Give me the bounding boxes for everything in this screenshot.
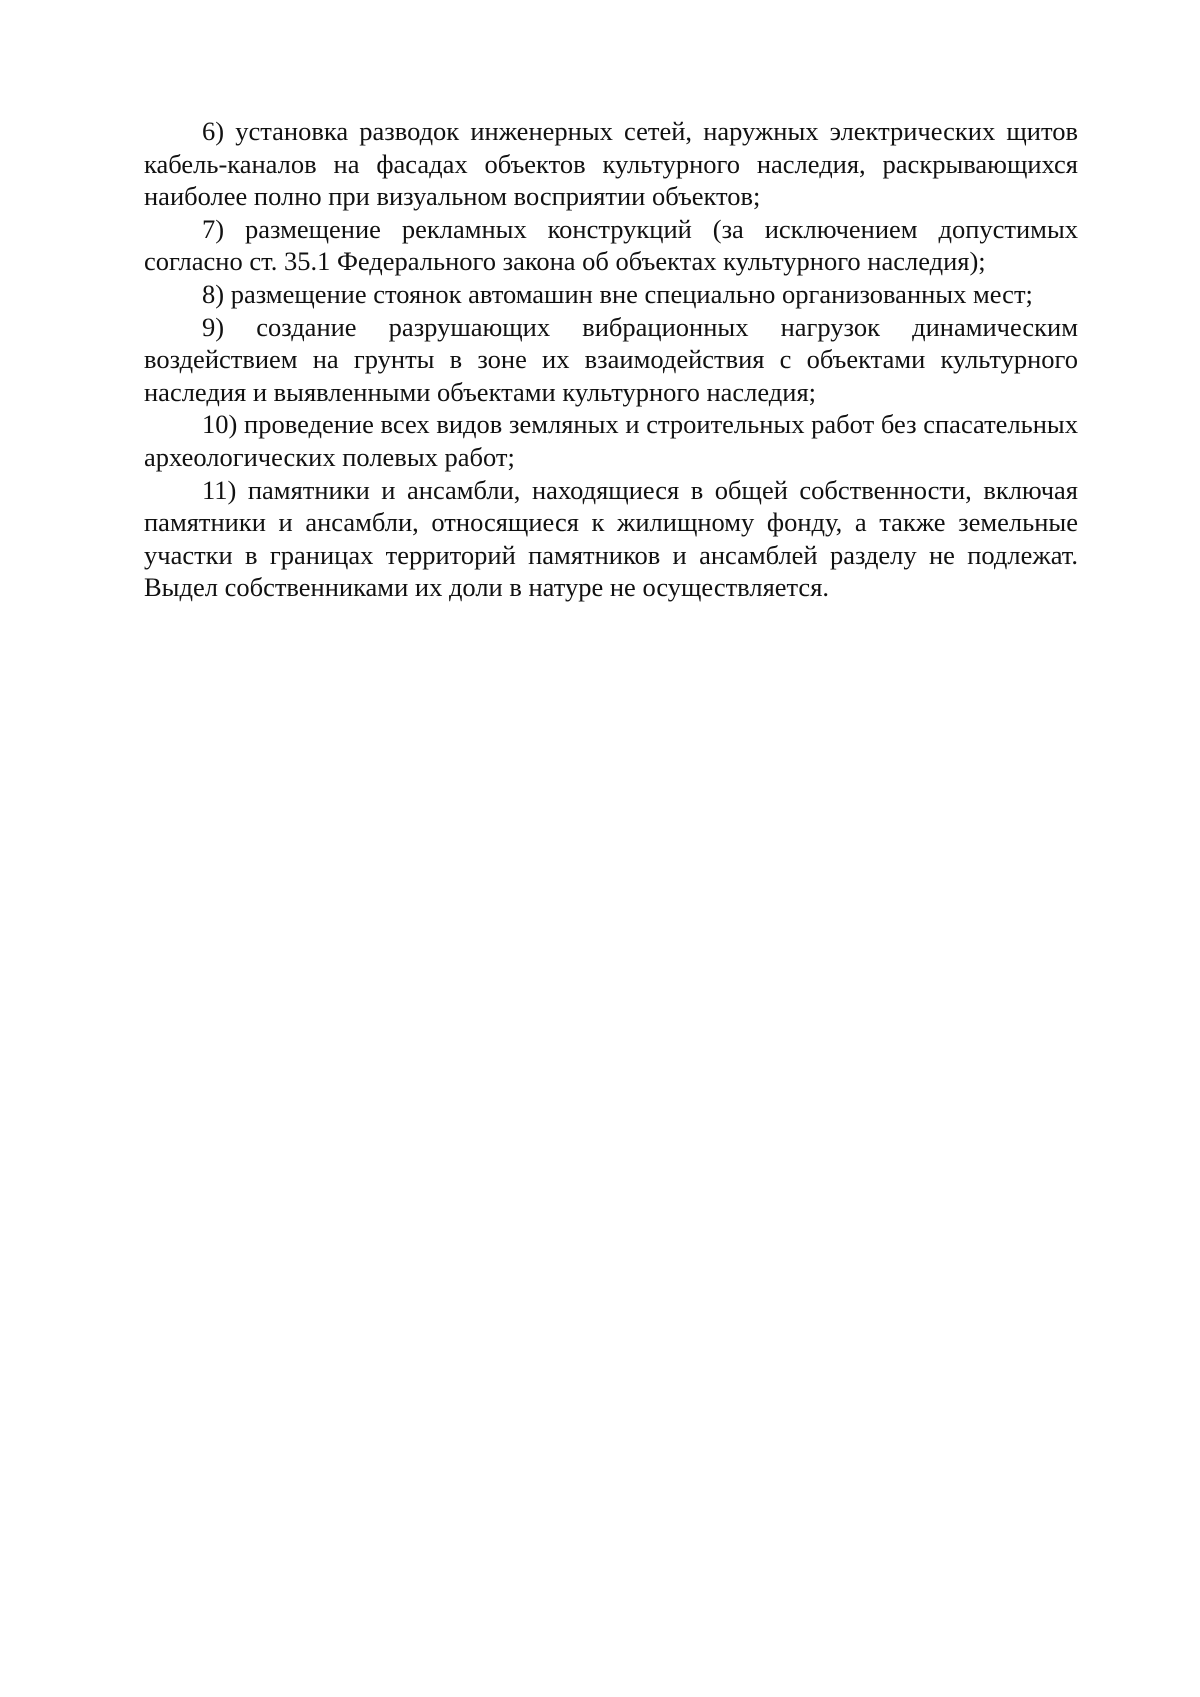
paragraph-item-6: 6) установка разводок инженерных сетей, наружных электрических щитов кабель-каналов на фасадах объектов культурного наследия, раскрывающихся наиболее полно при визуальном восприятии объектов; [144, 116, 1078, 212]
paragraph-item-10: 10) проведение всех видов земляных и строительных работ без спасательных археологических полевых работ; [144, 409, 1078, 472]
document-body [144, 115, 1078, 604]
paragraph-item-9: 9) создание разрушающих вибрационных нагрузок динамическим воздействием на грунты в зоне их взаимодействия с объектами культурного наследия и выявленными объектами культурного наследия; [144, 311, 1078, 407]
paragraph-item-11: 11) памятники и ансамбли, находящиеся в общей собственности, включая памятники и ансамбли, относящиеся к жилищному фонду, а также земельные участки в границах территорий памятников и ансамблей разделу не подлежат. Выдел собственниками их доли в натуре не осуществляется. [144, 474, 1078, 603]
paragraph-item-8: 8) размещение стоянок автомашин вне специально организованных мест; [202, 278, 1033, 309]
paragraph-item-7: 7) размещение рекламных конструкций (за исключением допустимых согласно ст. 35.1 Федерального закона об объектах культурного наследия); [144, 213, 1078, 277]
